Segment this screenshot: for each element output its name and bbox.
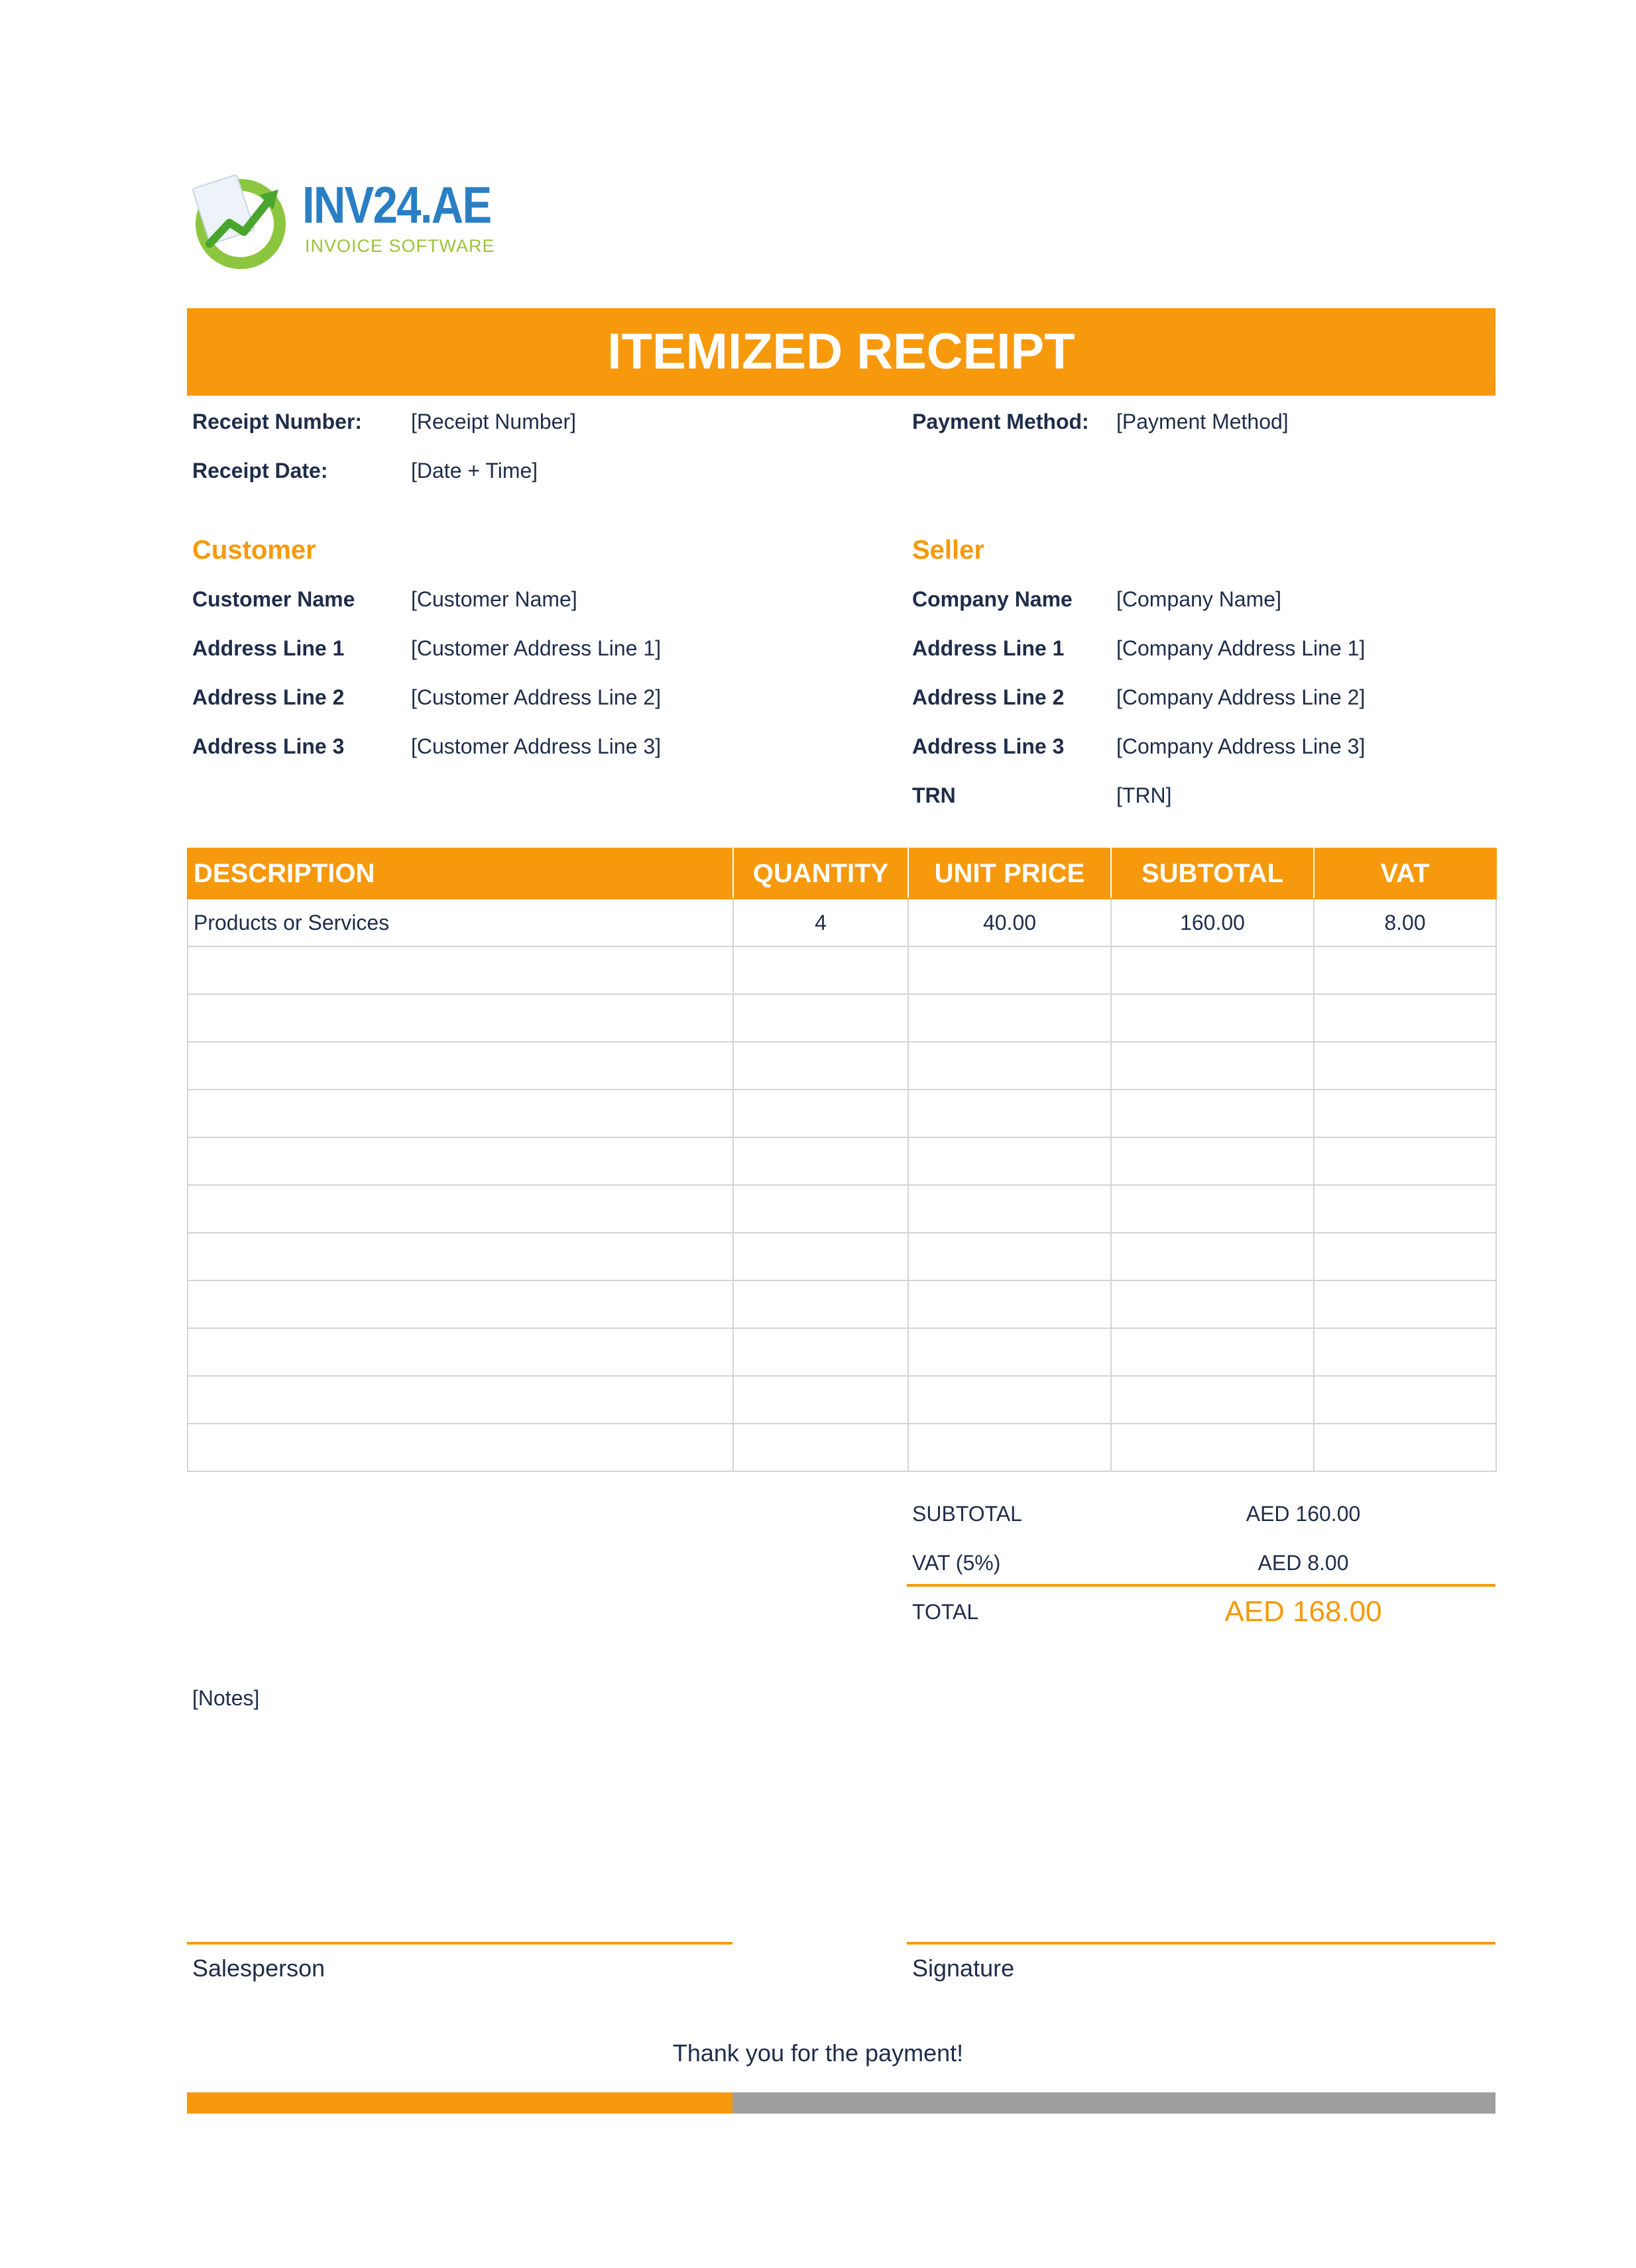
row-quantity bbox=[733, 1424, 908, 1471]
company-address3-label: Address Line 3 bbox=[912, 734, 1065, 758]
row-unit-price bbox=[908, 1233, 1111, 1280]
logo-title: INV24.AE bbox=[302, 176, 491, 234]
row-vat bbox=[1314, 1328, 1496, 1376]
row-vat bbox=[1314, 1424, 1496, 1471]
row-vat bbox=[1314, 1185, 1496, 1233]
row-subtotal bbox=[1111, 1424, 1314, 1471]
column-header-unit-price: UNIT PRICE bbox=[908, 848, 1111, 899]
row-quantity bbox=[733, 1042, 908, 1090]
row-description bbox=[188, 1042, 733, 1090]
company-address2-label: Address Line 2 bbox=[912, 685, 1065, 709]
table-row bbox=[188, 946, 1496, 994]
table-row bbox=[188, 1376, 1496, 1424]
customer-address1-value: [Customer Address Line 1] bbox=[411, 636, 662, 660]
row-vat bbox=[1314, 1280, 1496, 1328]
customer-heading: Customer bbox=[192, 536, 316, 565]
table-row bbox=[188, 1090, 1496, 1137]
row-description bbox=[188, 994, 733, 1042]
row-subtotal bbox=[1111, 1233, 1314, 1280]
table-row bbox=[188, 1424, 1496, 1471]
row-subtotal bbox=[1111, 1137, 1314, 1185]
row-description bbox=[188, 1233, 733, 1280]
trn-label: TRN bbox=[912, 783, 956, 807]
row-subtotal bbox=[1111, 1185, 1314, 1233]
row-subtotal bbox=[1111, 1376, 1314, 1424]
column-header-quantity: QUANTITY bbox=[733, 848, 908, 899]
receipt-date-label: Receipt Date: bbox=[192, 459, 328, 482]
receipt-number-value: [Receipt Number] bbox=[411, 410, 576, 433]
vat-label: VAT (5%) bbox=[912, 1551, 1001, 1575]
row-unit-price bbox=[908, 994, 1111, 1042]
customer-address3-value: [Customer Address Line 3] bbox=[411, 734, 662, 758]
subtotal-label: SUBTOTAL bbox=[912, 1502, 1022, 1526]
customer-address2-value: [Customer Address Line 2] bbox=[411, 685, 662, 709]
row-subtotal: 160.00 bbox=[1111, 899, 1314, 946]
company-name-label: Company Name bbox=[912, 587, 1073, 611]
row-unit-price bbox=[908, 1185, 1111, 1233]
salesperson-signature-line bbox=[187, 1942, 732, 1945]
row-quantity bbox=[733, 1376, 908, 1424]
row-unit-price bbox=[908, 1090, 1111, 1137]
table-row bbox=[188, 899, 1496, 946]
row-vat bbox=[1314, 1137, 1496, 1185]
row-description bbox=[188, 1376, 733, 1424]
signature-label: Signature bbox=[912, 1955, 1015, 1982]
row-subtotal bbox=[1111, 1042, 1314, 1090]
table-row bbox=[188, 1280, 1496, 1328]
receipt-date-value: [Date + Time] bbox=[411, 459, 538, 482]
row-description bbox=[188, 1280, 733, 1328]
row-unit-price bbox=[908, 1280, 1111, 1328]
page-title: ITEMIZED RECEIPT bbox=[187, 308, 1495, 396]
row-description bbox=[188, 1424, 733, 1471]
company-address1-label: Address Line 1 bbox=[912, 636, 1065, 660]
row-subtotal bbox=[1111, 1090, 1314, 1137]
row-subtotal bbox=[1111, 994, 1314, 1042]
row-vat bbox=[1314, 946, 1496, 994]
customer-address3-label: Address Line 3 bbox=[192, 734, 345, 758]
footer-bar-orange bbox=[187, 2092, 732, 2114]
column-header-subtotal: SUBTOTAL bbox=[1111, 848, 1314, 899]
row-quantity bbox=[733, 1233, 908, 1280]
salesperson-label: Salesperson bbox=[192, 1955, 325, 1982]
logo-subtitle: INVOICE SOFTWARE bbox=[305, 236, 495, 256]
row-quantity bbox=[733, 946, 908, 994]
row-description bbox=[188, 1137, 733, 1185]
trn-value: [TRN] bbox=[1116, 783, 1172, 807]
row-vat bbox=[1314, 994, 1496, 1042]
row-unit-price bbox=[908, 1424, 1111, 1471]
table-header-row bbox=[188, 848, 1496, 899]
seller-heading: Seller bbox=[912, 536, 984, 565]
company-address3-value: [Company Address Line 3] bbox=[1116, 734, 1366, 758]
row-vat bbox=[1314, 1042, 1496, 1090]
items-table bbox=[187, 848, 1497, 1472]
payment-method-value: [Payment Method] bbox=[1116, 410, 1289, 433]
company-name-value: [Company Name] bbox=[1116, 587, 1281, 611]
logo-chart-icon bbox=[191, 171, 290, 270]
company-logo bbox=[191, 171, 509, 270]
table-row bbox=[188, 1233, 1496, 1280]
row-quantity bbox=[733, 1185, 908, 1233]
row-vat bbox=[1314, 1090, 1496, 1137]
table-row bbox=[188, 1042, 1496, 1090]
row-subtotal bbox=[1111, 1328, 1314, 1376]
row-description bbox=[188, 1328, 733, 1376]
row-unit-price bbox=[908, 1328, 1111, 1376]
row-unit-price bbox=[908, 1376, 1111, 1424]
table-row bbox=[188, 994, 1496, 1042]
company-address1-value: [Company Address Line 1] bbox=[1116, 636, 1366, 660]
row-description bbox=[188, 946, 733, 994]
total-divider bbox=[907, 1584, 1495, 1587]
footer-bar-gray bbox=[732, 2092, 1495, 2114]
row-quantity bbox=[733, 1090, 908, 1137]
column-header-vat: VAT bbox=[1314, 848, 1496, 899]
row-quantity bbox=[733, 1328, 908, 1376]
company-address2-value: [Company Address Line 2] bbox=[1116, 685, 1366, 709]
thank-you-message: Thank you for the payment! bbox=[672, 2039, 964, 2067]
row-unit-price bbox=[908, 1042, 1111, 1090]
row-vat bbox=[1314, 1233, 1496, 1280]
receipt-number-label: Receipt Number: bbox=[192, 410, 363, 433]
row-description bbox=[188, 1090, 733, 1137]
row-quantity bbox=[733, 994, 908, 1042]
total-label: TOTAL bbox=[912, 1600, 979, 1624]
row-unit-price: 40.00 bbox=[908, 899, 1111, 946]
row-quantity bbox=[733, 1137, 908, 1185]
signature-line bbox=[907, 1942, 1495, 1945]
row-quantity bbox=[733, 1280, 908, 1328]
customer-name-value: [Customer Name] bbox=[411, 587, 577, 611]
row-subtotal bbox=[1111, 946, 1314, 994]
row-subtotal bbox=[1111, 1280, 1314, 1328]
table-row bbox=[188, 1185, 1496, 1233]
row-vat: 8.00 bbox=[1314, 899, 1496, 946]
row-description: Products or Services bbox=[188, 899, 733, 946]
customer-address2-label: Address Line 2 bbox=[192, 685, 345, 709]
customer-address1-label: Address Line 1 bbox=[192, 636, 345, 660]
table-row bbox=[188, 1137, 1496, 1185]
subtotal-value: AED 160.00 bbox=[1246, 1502, 1361, 1526]
column-header-description: DESCRIPTION bbox=[188, 848, 733, 899]
payment-method-label: Payment Method: bbox=[912, 410, 1089, 433]
row-vat bbox=[1314, 1376, 1496, 1424]
row-unit-price bbox=[908, 1137, 1111, 1185]
row-unit-price bbox=[908, 946, 1111, 994]
table-row bbox=[188, 1328, 1496, 1376]
total-value: AED 168.00 bbox=[1224, 1595, 1382, 1628]
vat-value: AED 8.00 bbox=[1257, 1551, 1349, 1575]
notes: [Notes] bbox=[192, 1686, 260, 1710]
row-description bbox=[188, 1185, 733, 1233]
customer-name-label: Customer Name bbox=[192, 587, 355, 611]
row-quantity: 4 bbox=[733, 899, 908, 946]
